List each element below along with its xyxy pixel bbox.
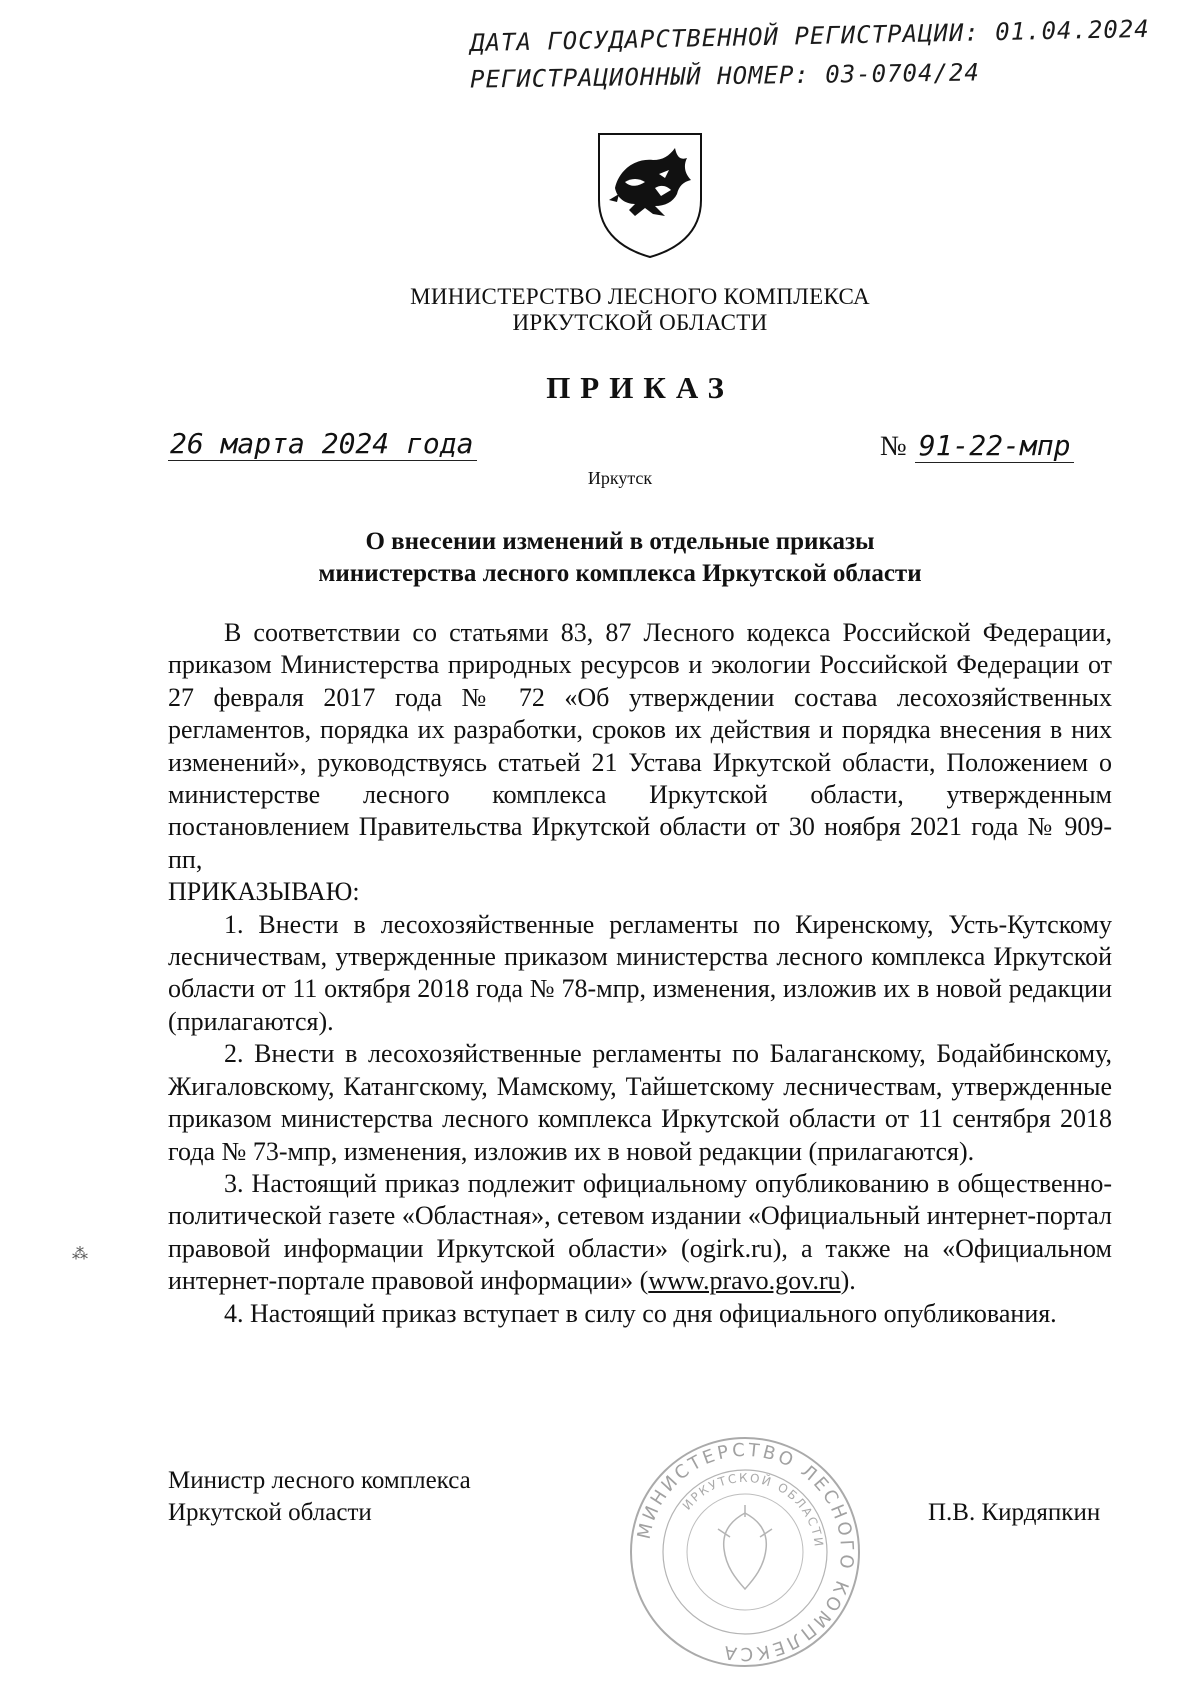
seal-outer-text: МИНИСТЕРСТВО ЛЕСНОГО КОМПЛЕКСА xyxy=(633,1439,858,1665)
ministry-round-seal-icon xyxy=(626,1433,864,1671)
signer-title-line2: Иркутской области xyxy=(168,1499,372,1526)
irkutsk-coat-of-arms-icon xyxy=(595,130,705,260)
item-3-text: 3. Настоящий приказ подлежит официальному опубликованию в общественно-политической газете «Областная», сетевом издании «Официальный интернет-портал правовой информации Иркутской области» (ogirk.ru), а также на «Официальном интернет-портале правовой информации» ( xyxy=(168,1168,1112,1296)
preamble-paragraph: В соответствии со статьями 83, 87 Лесного кодекса Российской Федерации, приказом Министерства природных ресурсов и экологии Российской Федерации от 27 февраля 2017 года № 72 «Об утверждении состава лесохозяйственных регламентов, порядка их разработки, сроков их действия и порядка внесения в них изменений», руководствуясь статьей 21 Устава Иркутской области, Положением о министерстве лесного комплекса Иркутской области, утвержденным постановлением Правительства Иркутской области от 30 ноября 2021 года № 909-пп, xyxy=(168,618,1112,874)
number-sign: № xyxy=(880,431,907,462)
item-3 xyxy=(168,1168,1112,1298)
signer-name: П.В. Кирдяпкин xyxy=(928,1499,1101,1526)
item-1: 1. Внести в лесохозяйственные регламенты по Киренскому, Усть-Кутскому лесничествам, утвержденные приказом министерства лесного комплекса Иркутской области от 11 октября 2018 года № 78-мпр, изменения, изложив их в новой редакции (прилагаются). xyxy=(168,909,1112,1036)
document-title: ПРИКАЗ xyxy=(546,370,734,405)
registration-date-handwritten: ДАТА ГОСУДАРСТВЕННОЙ РЕГИСТРАЦИИ: 01.04.2024 xyxy=(469,14,1150,58)
item-2: 2. Внести в лесохозяйственные регламенты по Балаганскому, Бодайбинскому, Жигаловскому, Катангскому, Мамскому, Тайшетскому лесничествам, утвержденные приказом министерства лесного комплекса Иркутской области от 11 сентября 2018 года № 73-мпр, изменения, изложив их в новой редакции (прилагаются). xyxy=(168,1039,1112,1166)
registration-number-handwritten: РЕГИСТРАЦИОННЫЙ НОМЕР: 03-0704/24 xyxy=(469,58,980,94)
order-number-block xyxy=(880,430,1074,463)
item-4: 4. Настоящий приказ вступает в силу со дня официального опубликования. xyxy=(224,1298,1057,1328)
signer-title-line1: Министр лесного комплекса xyxy=(168,1467,471,1494)
pravo-gov-link[interactable]: www.pravo.gov.ru xyxy=(648,1266,841,1296)
subject-line1: О внесении изменений в отдельные приказы xyxy=(365,528,875,555)
ministry-name-line2: ИРКУТСКОЙ ОБЛАСТИ xyxy=(512,310,768,335)
seal-inner-text: ИРКУТСКОЙ ОБЛАСТИ xyxy=(679,1470,827,1550)
item-3-text-end: ). xyxy=(840,1266,856,1296)
order-number-handwritten: 91-22-мпр xyxy=(915,429,1075,463)
subject-line2: министерства лесного комплекса Иркутской области xyxy=(318,560,922,587)
margin-scan-mark: ⁂ xyxy=(72,1246,88,1263)
ministry-name-line1: МИНИСТЕРСТВО ЛЕСНОГО КОМПЛЕКСА xyxy=(410,284,870,309)
order-date-handwritten: 26 марта 2024 года xyxy=(168,428,477,461)
city-label: Иркутск xyxy=(587,468,653,488)
order-word: ПРИКАЗЫВАЮ: xyxy=(168,877,360,907)
order-body xyxy=(168,617,1112,1330)
